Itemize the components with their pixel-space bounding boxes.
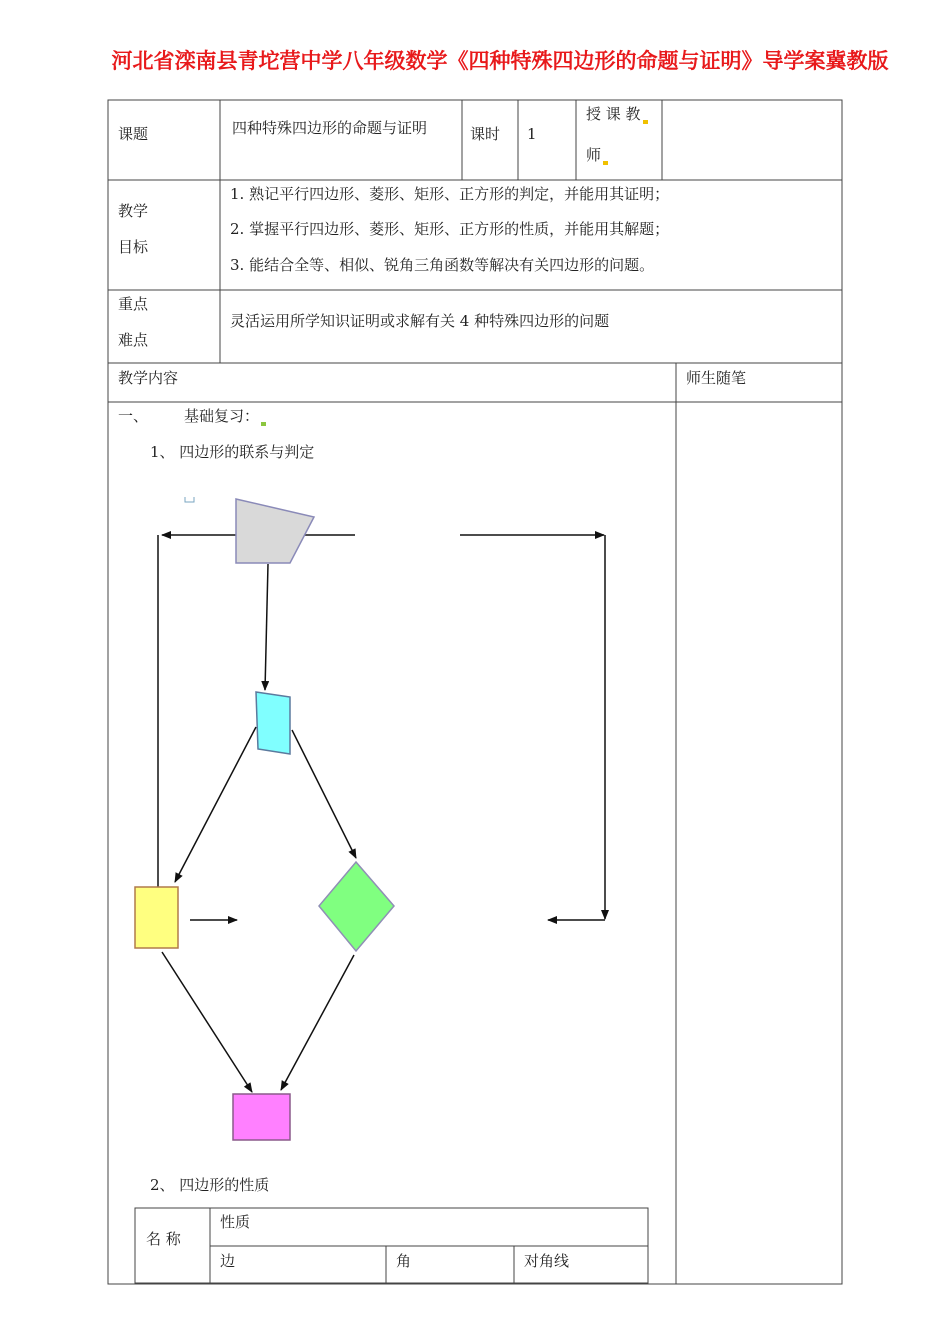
topic-label: 课题 — [118, 125, 149, 143]
props-col-diagonals: 对角线 — [524, 1252, 570, 1270]
parallelogram-shape — [256, 692, 290, 754]
objective-item-1: 1. 熟记平行四边形、菱形、矩形、正方形的判定，并能用其证明； — [230, 185, 670, 203]
props-col-sides: 边 — [220, 1252, 236, 1270]
props-property-header: 性质 — [220, 1213, 251, 1231]
notes-label: 师生随笔 — [686, 369, 747, 387]
rectangle-shape — [135, 887, 178, 948]
period-value: 1 — [527, 125, 537, 143]
objectives-label-line2: 目标 — [118, 238, 149, 256]
content-label: 教学内容 — [118, 369, 179, 387]
arrow-quad-to-parallelogram — [265, 564, 268, 690]
teacher-label-line1: 授 课 教 — [586, 104, 648, 124]
subsection-1: 1、 四边形的联系与判定 — [150, 443, 315, 461]
topic-value: 四种特殊四边形的命题与证明 — [232, 119, 428, 137]
square-shape — [233, 1094, 290, 1140]
keypoints-text: 灵活运用所学知识证明或求解有关 4 种特殊四边形的问题 — [230, 312, 610, 330]
small-bracket-mark — [185, 497, 194, 502]
arrow-rhombus-to-square — [281, 955, 354, 1090]
objective-item-2: 2. 掌握平行四边形、菱形、矩形、正方形的性质，并能用其解题； — [230, 220, 670, 238]
arrow-parallelogram-to-rectangle — [175, 727, 256, 882]
props-name-header: 名 称 — [146, 1230, 181, 1248]
arrow-rectangle-to-square — [162, 952, 252, 1092]
section-number: 一、 — [118, 407, 149, 425]
section-title: 基础复习： — [184, 406, 266, 426]
rhombus-shape — [319, 862, 394, 951]
objectives-label-line1: 教学 — [118, 202, 149, 220]
keypoints-label-line2: 难点 — [118, 331, 149, 349]
document-title: 河北省滦南县青坨营中学八年级数学《四种特殊四边形的命题与证明》导学案冀教版 — [111, 49, 889, 73]
keypoints-label-line1: 重点 — [118, 295, 149, 313]
period-label: 课时 — [470, 125, 501, 143]
arrow-parallelogram-to-rhombus — [292, 730, 356, 858]
quadrilateral-shape — [236, 499, 314, 563]
objective-item-3: 3. 能结合全等、相似、锐角三角函数等解决有关四边形的问题。 — [230, 256, 655, 274]
teacher-label-line2: 师 — [586, 145, 608, 165]
subsection-2: 2、 四边形的性质 — [150, 1176, 270, 1194]
props-col-angles: 角 — [396, 1252, 412, 1270]
